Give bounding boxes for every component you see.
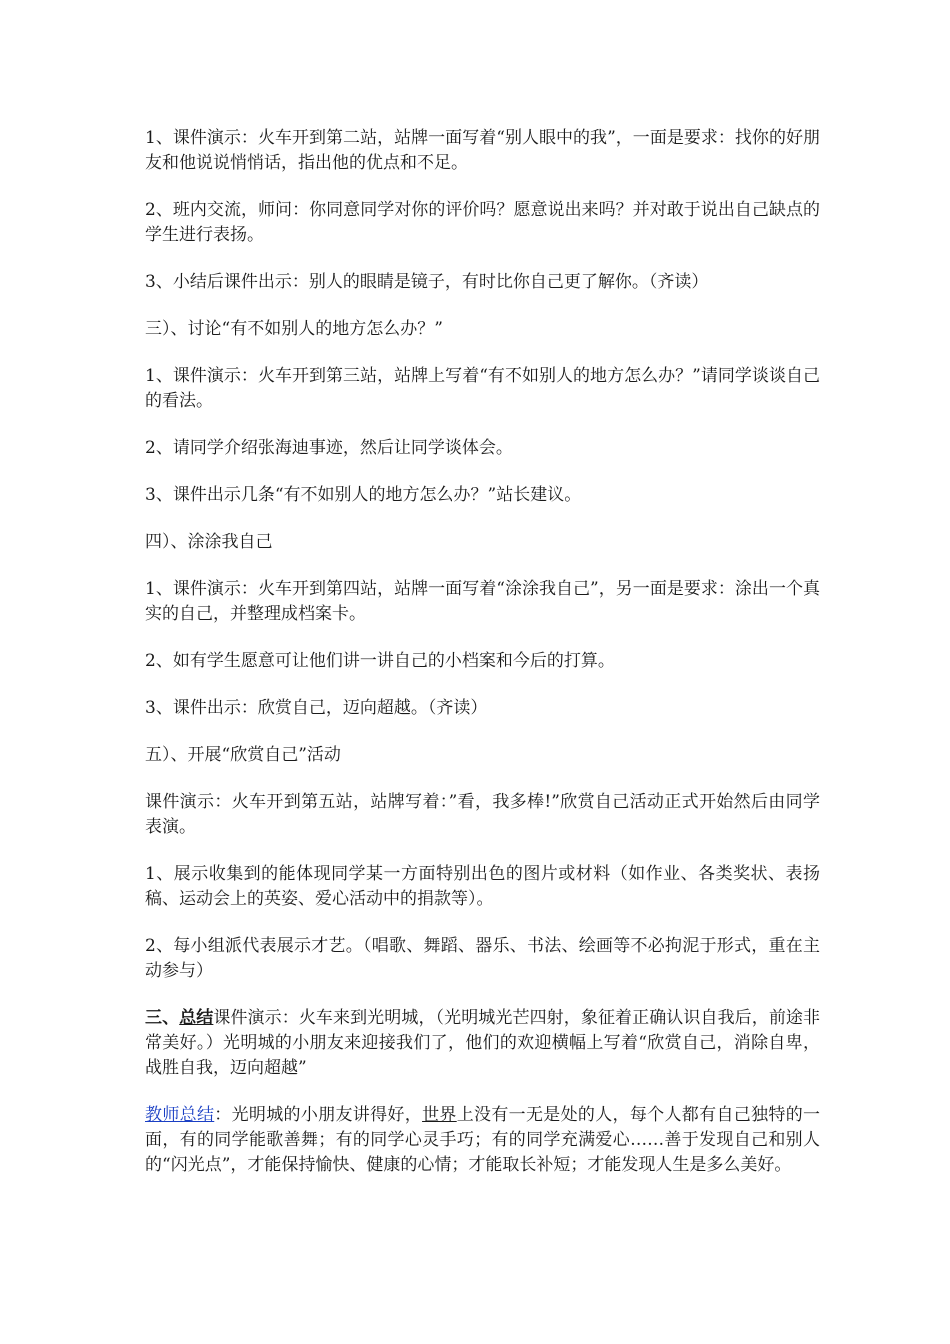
paragraph-station4-demo: 1、课件演示：火车开到第四站，站牌一面写着“涂涂我自己”，另一面是要求：涂出一个真实的自己，并整理成档案卡。 [145,579,820,624]
paragraph-zhang-haidi: 2、请同学介绍张海迪事迹，然后让同学谈体会。 [145,438,513,458]
paragraph-group-talent: 2、每小组派代表展示才艺。（唱歌、舞蹈、器乐、书法、绘画等不必拘泥于形式，重在主动参与） [145,936,820,981]
paragraph-appreciate-self: 3、课件出示：欣赏自己，迈向超越。（齐读） [145,698,488,718]
paragraph-show-materials: 1、展示收集到的能体现同学某一方面特别出色的图片或材料（如作业、各类奖状、表扬稿、运动会上的英姿、爱心活动中的捐款等）。 [145,864,820,909]
summary-paragraph [145,1006,820,1081]
teacher-summary-link[interactable]: 教师总结 [145,1105,215,1125]
section-heading-paint-myself: 四）、涂涂我自己 [145,532,273,552]
paragraph-profile-sharing: 2、如有学生愿意可让他们讲一讲自己的小档案和今后的打算。 [145,651,615,671]
paragraph-station5-demo: 课件演示：火车开到第五站，站牌写着：”看，我多棒!”欣赏自己活动正式开始然后由同学表演。 [145,792,820,837]
summary-text: 课件演示：火车来到光明城，（光明城光芒四射，象征着正确认识自我后，前途非常美好。）光明城的小朋友来迎接我们了，他们的欢迎横幅上写着“欣赏自己，消除自卑，战胜自我，迈向超越” [145,1008,821,1078]
paragraph-station2-demo: 1、课件演示：火车开到第二站，站牌一面写着“别人眼中的我”，一面是要求：找你的好朋友和他说说悄悄话，指出他的优点和不足。 [145,128,820,173]
teacher-summary-paragraph [145,1103,820,1178]
document-body [145,126,820,1200]
teacher-summary-text-part1: ：光明城的小朋友讲得好， [214,1105,423,1125]
teacher-summary-underlined-word: 世界 [422,1105,457,1125]
paragraph-station3-demo: 1、课件演示：火车开到第三站，站牌上写着“有不如别人的地方怎么办？”请同学谈谈自己的看法。 [145,366,820,411]
summary-heading: 总结 [179,1008,214,1028]
paragraph-station-advice: 3、课件出示几条“有不如别人的地方怎么办？”站长建议。 [145,485,582,505]
section-heading-appreciate-activity: 五）、开展“欣赏自己”活动 [145,745,341,765]
teacher-summary-text-part2: 上没有一无是处的人，每个人都有自己独特的一面，有的同学能歌善舞；有的同学心灵手巧；有的同学充满爱心……善于发现自己和别人的“闪光点”，才能保持愉快、健康的心情；才能取长补短；才能发现人生是多么美好。 [145,1105,821,1175]
paragraph-mirror-summary: 3、小结后课件出示：别人的眼睛是镜子，有时比你自己更了解你。（齐读） [145,272,709,292]
summary-prefix: 三、 [145,1008,180,1028]
section-heading-discussion: 三）、讨论“有不如别人的地方怎么办？” [145,319,443,339]
paragraph-class-exchange: 2、班内交流，师问：你同意同学对你的评价吗？愿意说出来吗？并对敢于说出自己缺点的学生进行表扬。 [145,200,820,245]
